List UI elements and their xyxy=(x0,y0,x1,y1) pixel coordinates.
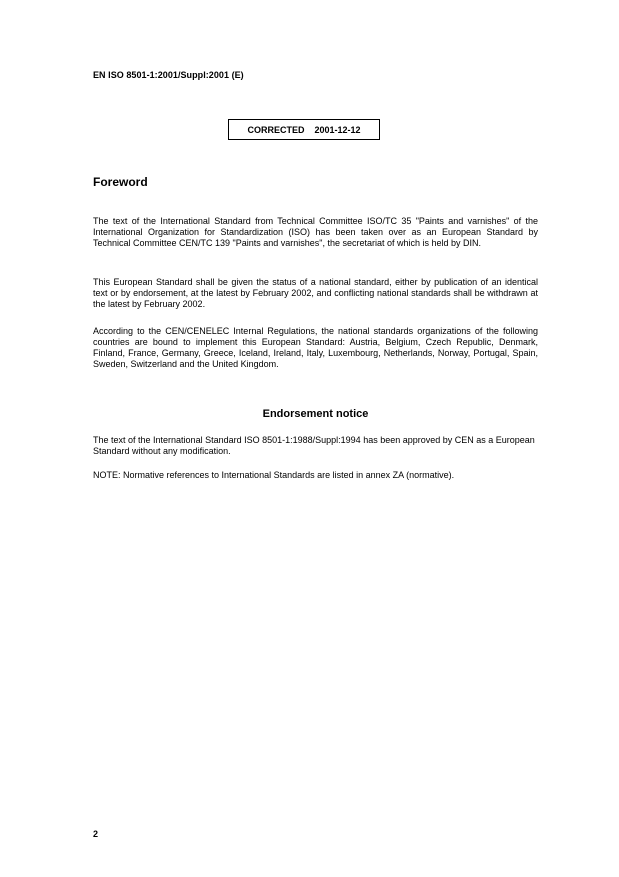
endorsement-heading: Endorsement notice xyxy=(262,408,369,420)
page-number: 2 xyxy=(93,829,99,839)
document-identifier: EN ISO 8501-1:2001/Suppl:2001 (E) xyxy=(93,70,244,80)
endorsement-paragraph: The text of the International Standard ISO 8501-1:1988/Suppl:1994 has been approved by CEN as a European Standard without any modification. xyxy=(93,435,535,456)
corrected-stamp: CORRECTED 2001-12-12 xyxy=(228,119,380,140)
foreword-heading: Foreword xyxy=(93,175,148,189)
foreword-paragraph: The text of the International Standard from Technical Committee ISO/TC 35 "Paints and varnishes" of the International Organization for Standardization (ISO) has been taken over as an European Standard by Technical Committee CEN/TC 139 "Paints and varnishes", the secretariat of which is held by DIN. xyxy=(93,216,538,248)
foreword-paragraph: This European Standard shall be given the status of a national standard, either by publication of an identical text or by endorsement, at the latest by February 2002, and conflicting national standards shall be withdrawn at the latest by February 2002. xyxy=(93,277,538,309)
endorsement-note: NOTE: Normative references to International Standards are listed in annex ZA (normative). xyxy=(93,470,455,480)
foreword-paragraph: According to the CEN/CENELEC Internal Regulations, the national standards organizations of the following countries are bound to implement this European Standard: Austria, Belgium, Czech Republic, Denmark, Finland, France, Germany, Greece, Iceland, Ireland, Italy, Luxembourg, Netherlands, Norway, Portugal, Spain, Sweden, Switzerland and the United Kingdom. xyxy=(93,326,538,369)
